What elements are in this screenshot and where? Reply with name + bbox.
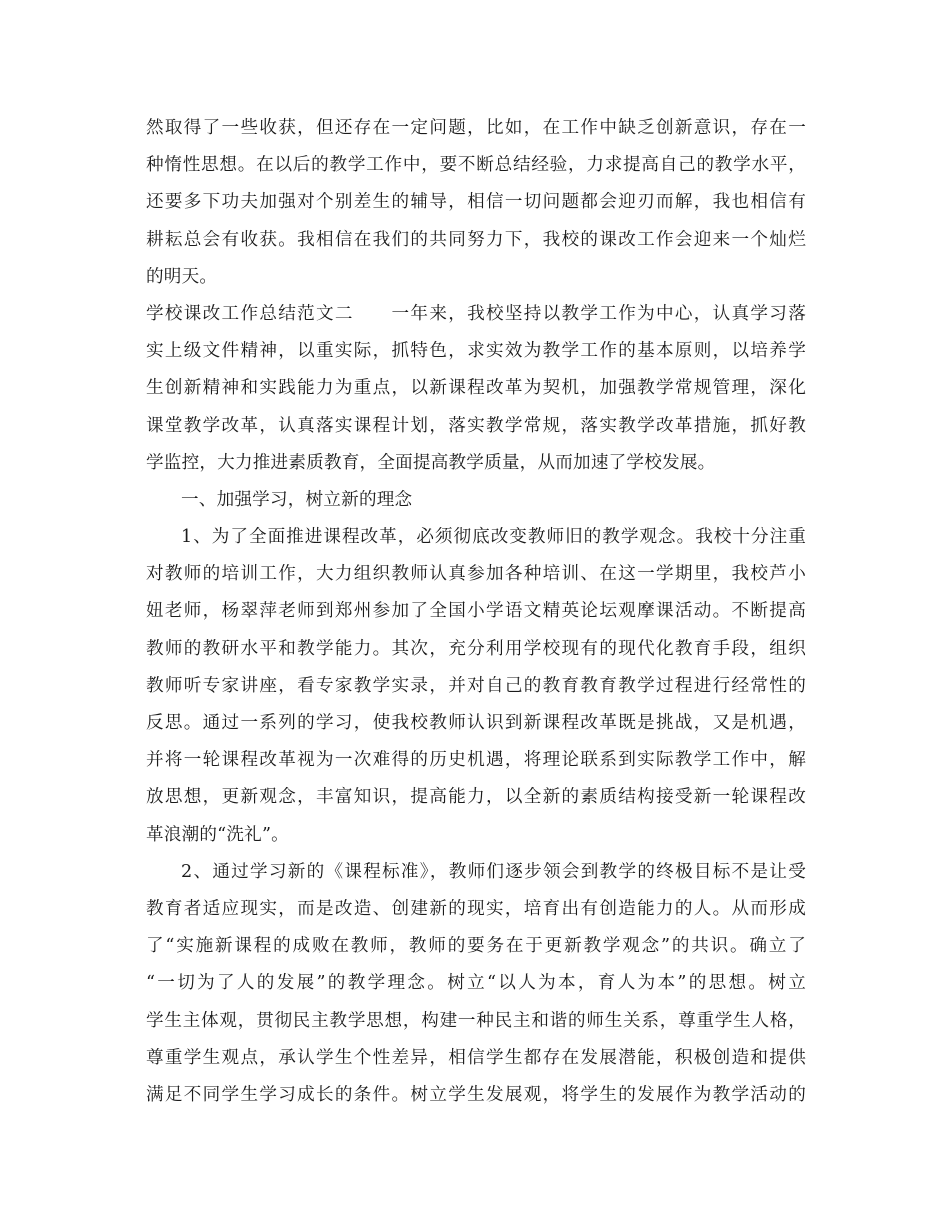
- document-line: 并将一轮课程改革视为一次难得的历史机遇，将理论联系到实际教学工作中，解: [146, 750, 806, 771]
- document-line: 1、为了全面推进课程改革，必须彻底改变教师旧的教学观念。我校十分注重: [181, 527, 806, 548]
- document-line: 满足不同学生学习成长的条件。树立学生发展观，将学生的发展作为教学活动的: [146, 1084, 806, 1105]
- document-line: 还要多下功夫加强对个别差生的辅导，相信一切问题都会迎刃而解，我也相信有: [146, 192, 806, 213]
- document-line: 实上级文件精神，以重实际，抓特色，求实效为教学工作的基本原则，以培养学: [146, 341, 806, 362]
- document-line: 然取得了一些收获，但还存在一定问题，比如，在工作中缺乏创新意识，存在一: [146, 118, 806, 138]
- document-line: 种惰性思想。在以后的教学工作中，要不断总结经验，力求提高自己的教学水平，: [146, 155, 806, 176]
- document-line: 革浪潮的“洗礼”。: [146, 824, 289, 845]
- document-line: 学生主体观，贯彻民主教学思想，构建一种民主和谐的师生关系，尊重学生人格，: [146, 1010, 806, 1031]
- document-line: 对教师的培训工作，大力组织教师认真参加各种培训、在这一学期里，我校芦小: [146, 564, 806, 585]
- document-line: 学校课改工作总结范文二 一年来，我校坚持以教学工作为中心，认真学习落: [146, 303, 806, 324]
- document-line: 课堂教学改革，认真落实课程计划，落实教学常规，落实教学改革措施，抓好教: [146, 415, 806, 436]
- document-line: 生创新精神和实践能力为重点，以新课程改革为契机，加强教学常规管理，深化: [146, 378, 806, 399]
- document-line: 的明天。: [146, 266, 218, 287]
- document-line: “一切为了人的发展”的教学理念。树立“以人为本，育人为本”的思想。树立: [146, 973, 806, 994]
- document-line: 教育者适应现实，而是改造、创建新的现实，培育出有创造能力的人。从而形成: [146, 898, 806, 919]
- document-line: 放思想，更新观念，丰富知识，提高能力，以全新的素质结构接受新一轮课程改: [146, 787, 806, 808]
- document-line: 教师的教研水平和教学能力。其次，充分利用学校现有的现代化教育手段，组织: [146, 638, 806, 659]
- document-line: 一、加强学习，树立新的理念: [181, 489, 413, 510]
- document-line: 2、通过学习新的《课程标准》，教师们逐步领会到教学的终极目标不是让受: [181, 861, 806, 882]
- document-line: 教师听专家讲座，看专家教学实录，并对自己的教育教育教学过程进行经常性的: [146, 675, 806, 696]
- document-line: 尊重学生观点，承认学生个性差异，相信学生都存在发展潜能，积极创造和提供: [146, 1047, 806, 1068]
- document-line: 学监控，大力推进素质教育，全面提高教学质量，从而加速了学校发展。: [146, 452, 716, 473]
- document-line: 了“实施新课程的成败在教师，教师的要务在于更新教学观念”的共识。确立了: [146, 936, 806, 957]
- document-body: [146, 110, 806, 1114]
- document-line: 反思。通过一系列的学习，使我校教师认识到新课程改革既是挑战，又是机遇，: [146, 713, 806, 733]
- document-line: 妞老师，杨翠萍老师到郑州参加了全国小学语文精英论坛观摩课活动。不断提高: [146, 601, 806, 622]
- document-line: 耕耘总会有收获。我相信在我们的共同努力下，我校的课改工作会迎来一个灿烂: [146, 229, 806, 250]
